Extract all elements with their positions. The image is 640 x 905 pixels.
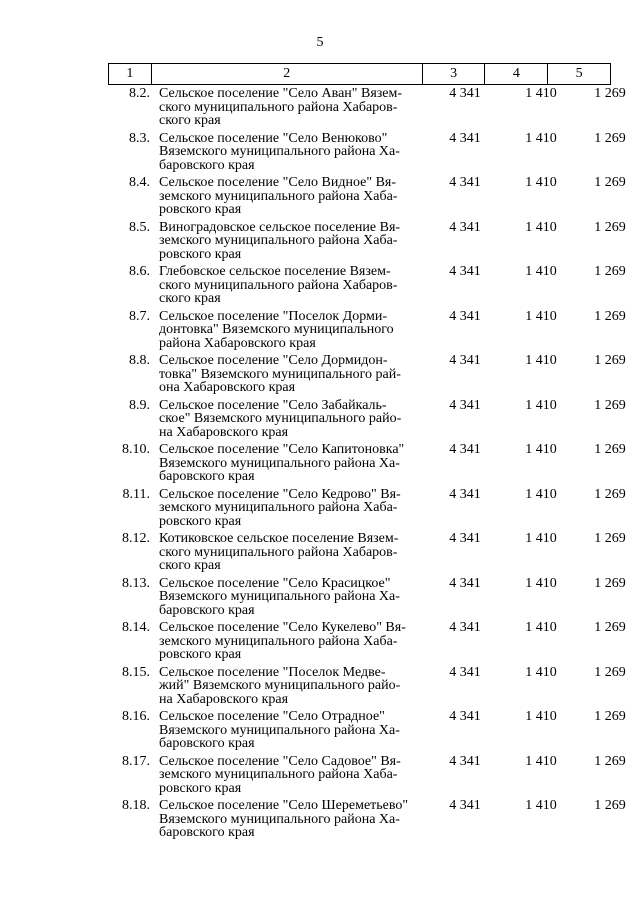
settlement-name: Сельское поселение "Село Красицкое" Вяземского муниципального района Ха- баровского края — [159, 575, 400, 618]
row-number: 8.18. — [122, 798, 150, 813]
value-col-3: 4 341 — [449, 308, 481, 324]
settlement-name: Сельское поселение "Село Видное" Вя- земского муниципального района Хаба- ровского края — [159, 175, 398, 218]
value-col-4: 1 410 — [525, 620, 557, 635]
row-number: 8.16. — [122, 709, 150, 724]
settlement-name: Сельское поселение "Село Капитоновка" Вяземского муниципального района Ха- баровского края — [159, 442, 405, 485]
table-row — [108, 397, 626, 443]
table-row — [108, 709, 626, 754]
value-col-4: 1 410 — [525, 308, 557, 324]
value-col-3: 4 341 — [449, 86, 481, 101]
table-row — [108, 620, 626, 665]
value-col-4: 1 410 — [525, 264, 557, 279]
row-number: 8.12. — [122, 531, 150, 546]
header-col-2: 2 — [151, 64, 422, 85]
value-col-5: 1 269 — [594, 753, 626, 769]
row-number: 8.2. — [129, 86, 150, 101]
value-col-3: 4 341 — [449, 397, 481, 413]
value-col-3: 4 341 — [449, 753, 481, 769]
settlement-name: Сельское поселение "Село Садовое" Вя- земского муниципального района Хаба- ровского края — [159, 753, 401, 796]
row-number: 8.9. — [129, 397, 150, 413]
value-col-5: 1 269 — [594, 397, 626, 413]
value-col-4: 1 410 — [525, 664, 557, 680]
table-row — [108, 175, 626, 220]
settlement-name: Сельское поселение "Поселок Медве- жий" Вяземского муниципального райо- на Хабаровского края — [159, 664, 401, 707]
value-col-3: 4 341 — [449, 175, 481, 190]
value-col-3: 4 341 — [449, 442, 481, 457]
value-col-5: 1 269 — [594, 353, 626, 368]
value-col-4: 1 410 — [525, 753, 557, 769]
value-col-5: 1 269 — [594, 264, 626, 279]
value-col-3: 4 341 — [449, 353, 481, 368]
value-col-5: 1 269 — [594, 442, 626, 457]
row-number: 8.13. — [122, 575, 150, 591]
settlement-name: Сельское поселение "Село Дормидон- товка" Вяземского муниципального рай- она Хабаровского края — [159, 353, 401, 396]
value-col-3: 4 341 — [449, 798, 481, 813]
table-body — [108, 86, 626, 843]
value-col-4: 1 410 — [525, 575, 557, 591]
header-col-5: 5 — [548, 64, 611, 85]
value-col-3: 4 341 — [449, 531, 481, 546]
row-number: 8.17. — [122, 753, 150, 769]
table-row — [108, 353, 626, 398]
value-col-5: 1 269 — [594, 130, 626, 146]
value-col-5: 1 269 — [594, 709, 626, 724]
header-col-4: 4 — [485, 64, 548, 85]
value-col-3: 4 341 — [449, 130, 481, 146]
value-col-5: 1 269 — [594, 798, 626, 813]
value-col-5: 1 269 — [594, 308, 626, 324]
value-col-4: 1 410 — [525, 86, 557, 101]
table-row — [108, 486, 626, 532]
value-col-4: 1 410 — [525, 397, 557, 413]
value-col-3: 4 341 — [449, 664, 481, 680]
table-row — [108, 575, 626, 621]
settlement-name: Сельское поселение "Поселок Дорми- донтовка" Вяземского муниципального района Хабаровского края — [159, 308, 394, 351]
value-col-4: 1 410 — [525, 442, 557, 457]
value-col-4: 1 410 — [525, 353, 557, 368]
settlement-name: Сельское поселение "Село Забайкаль- ское" Вяземского муниципального райо- на Хабаровского края — [159, 397, 402, 440]
row-number: 8.15. — [122, 664, 150, 680]
settlement-name: Глебовское сельское поселение Вязем- ского муниципального района Хабаров- ского края — [159, 264, 398, 307]
value-col-5: 1 269 — [594, 575, 626, 591]
value-col-5: 1 269 — [594, 86, 626, 101]
page-number: 5 — [316, 35, 324, 50]
settlement-name: Сельское поселение "Село Отрадное" Вяземского муниципального района Ха- баровского края — [159, 709, 400, 752]
table-header — [108, 63, 611, 85]
settlement-name: Сельское поселение "Село Аван" Вязем- ского муниципального района Хабаров- ского края — [159, 86, 403, 129]
value-col-5: 1 269 — [594, 486, 626, 502]
header-col-1: 1 — [109, 64, 152, 85]
table-row — [108, 264, 626, 309]
row-number: 8.3. — [129, 130, 150, 146]
settlement-name: Сельское поселение "Село Шереметьево" Вяземского муниципального района Ха- баровского края — [159, 798, 409, 841]
header-col-3: 3 — [422, 64, 485, 85]
table-row — [108, 442, 626, 487]
row-number: 8.11. — [122, 486, 150, 502]
table-row — [108, 664, 626, 710]
settlement-name: Сельское поселение "Село Кедрово" Вя- земского муниципального района Хаба- ровского края — [159, 486, 401, 529]
value-col-3: 4 341 — [449, 575, 481, 591]
table-row — [108, 308, 626, 354]
value-col-3: 4 341 — [449, 219, 481, 235]
value-col-3: 4 341 — [449, 709, 481, 724]
value-col-4: 1 410 — [525, 798, 557, 813]
value-col-4: 1 410 — [525, 130, 557, 146]
value-col-3: 4 341 — [449, 486, 481, 502]
settlement-name: Котиковское сельское поселение Вязем- ского муниципального района Хабаров- ского края — [159, 531, 399, 574]
table-row — [108, 130, 626, 176]
settlement-name: Виноградовское сельское поселение Вя- земского муниципального района Хаба- ровского края — [159, 219, 401, 262]
row-number: 8.4. — [129, 175, 150, 190]
row-number: 8.5. — [129, 219, 150, 235]
settlement-name: Сельское поселение "Село Венюково" Вяземского муниципального района Ха- баровского края — [159, 130, 400, 173]
value-col-5: 1 269 — [594, 664, 626, 680]
value-col-4: 1 410 — [525, 709, 557, 724]
table-row — [108, 219, 626, 265]
value-col-3: 4 341 — [449, 264, 481, 279]
value-col-5: 1 269 — [594, 620, 626, 635]
row-number: 8.10. — [122, 442, 150, 457]
value-col-4: 1 410 — [525, 175, 557, 190]
value-col-5: 1 269 — [594, 175, 626, 190]
settlement-name: Сельское поселение "Село Кукелево" Вя- земского муниципального района Хаба- ровского края — [159, 620, 406, 663]
value-col-5: 1 269 — [594, 531, 626, 546]
row-number: 8.8. — [129, 353, 150, 368]
table-row — [108, 531, 626, 576]
row-number: 8.6. — [129, 264, 150, 279]
value-col-4: 1 410 — [525, 531, 557, 546]
value-col-3: 4 341 — [449, 620, 481, 635]
value-col-4: 1 410 — [525, 486, 557, 502]
value-col-4: 1 410 — [525, 219, 557, 235]
row-number: 8.7. — [129, 308, 150, 324]
table-row — [108, 753, 626, 799]
table-row — [108, 86, 626, 131]
value-col-5: 1 269 — [594, 219, 626, 235]
table-row — [108, 798, 626, 843]
row-number: 8.14. — [122, 620, 150, 635]
